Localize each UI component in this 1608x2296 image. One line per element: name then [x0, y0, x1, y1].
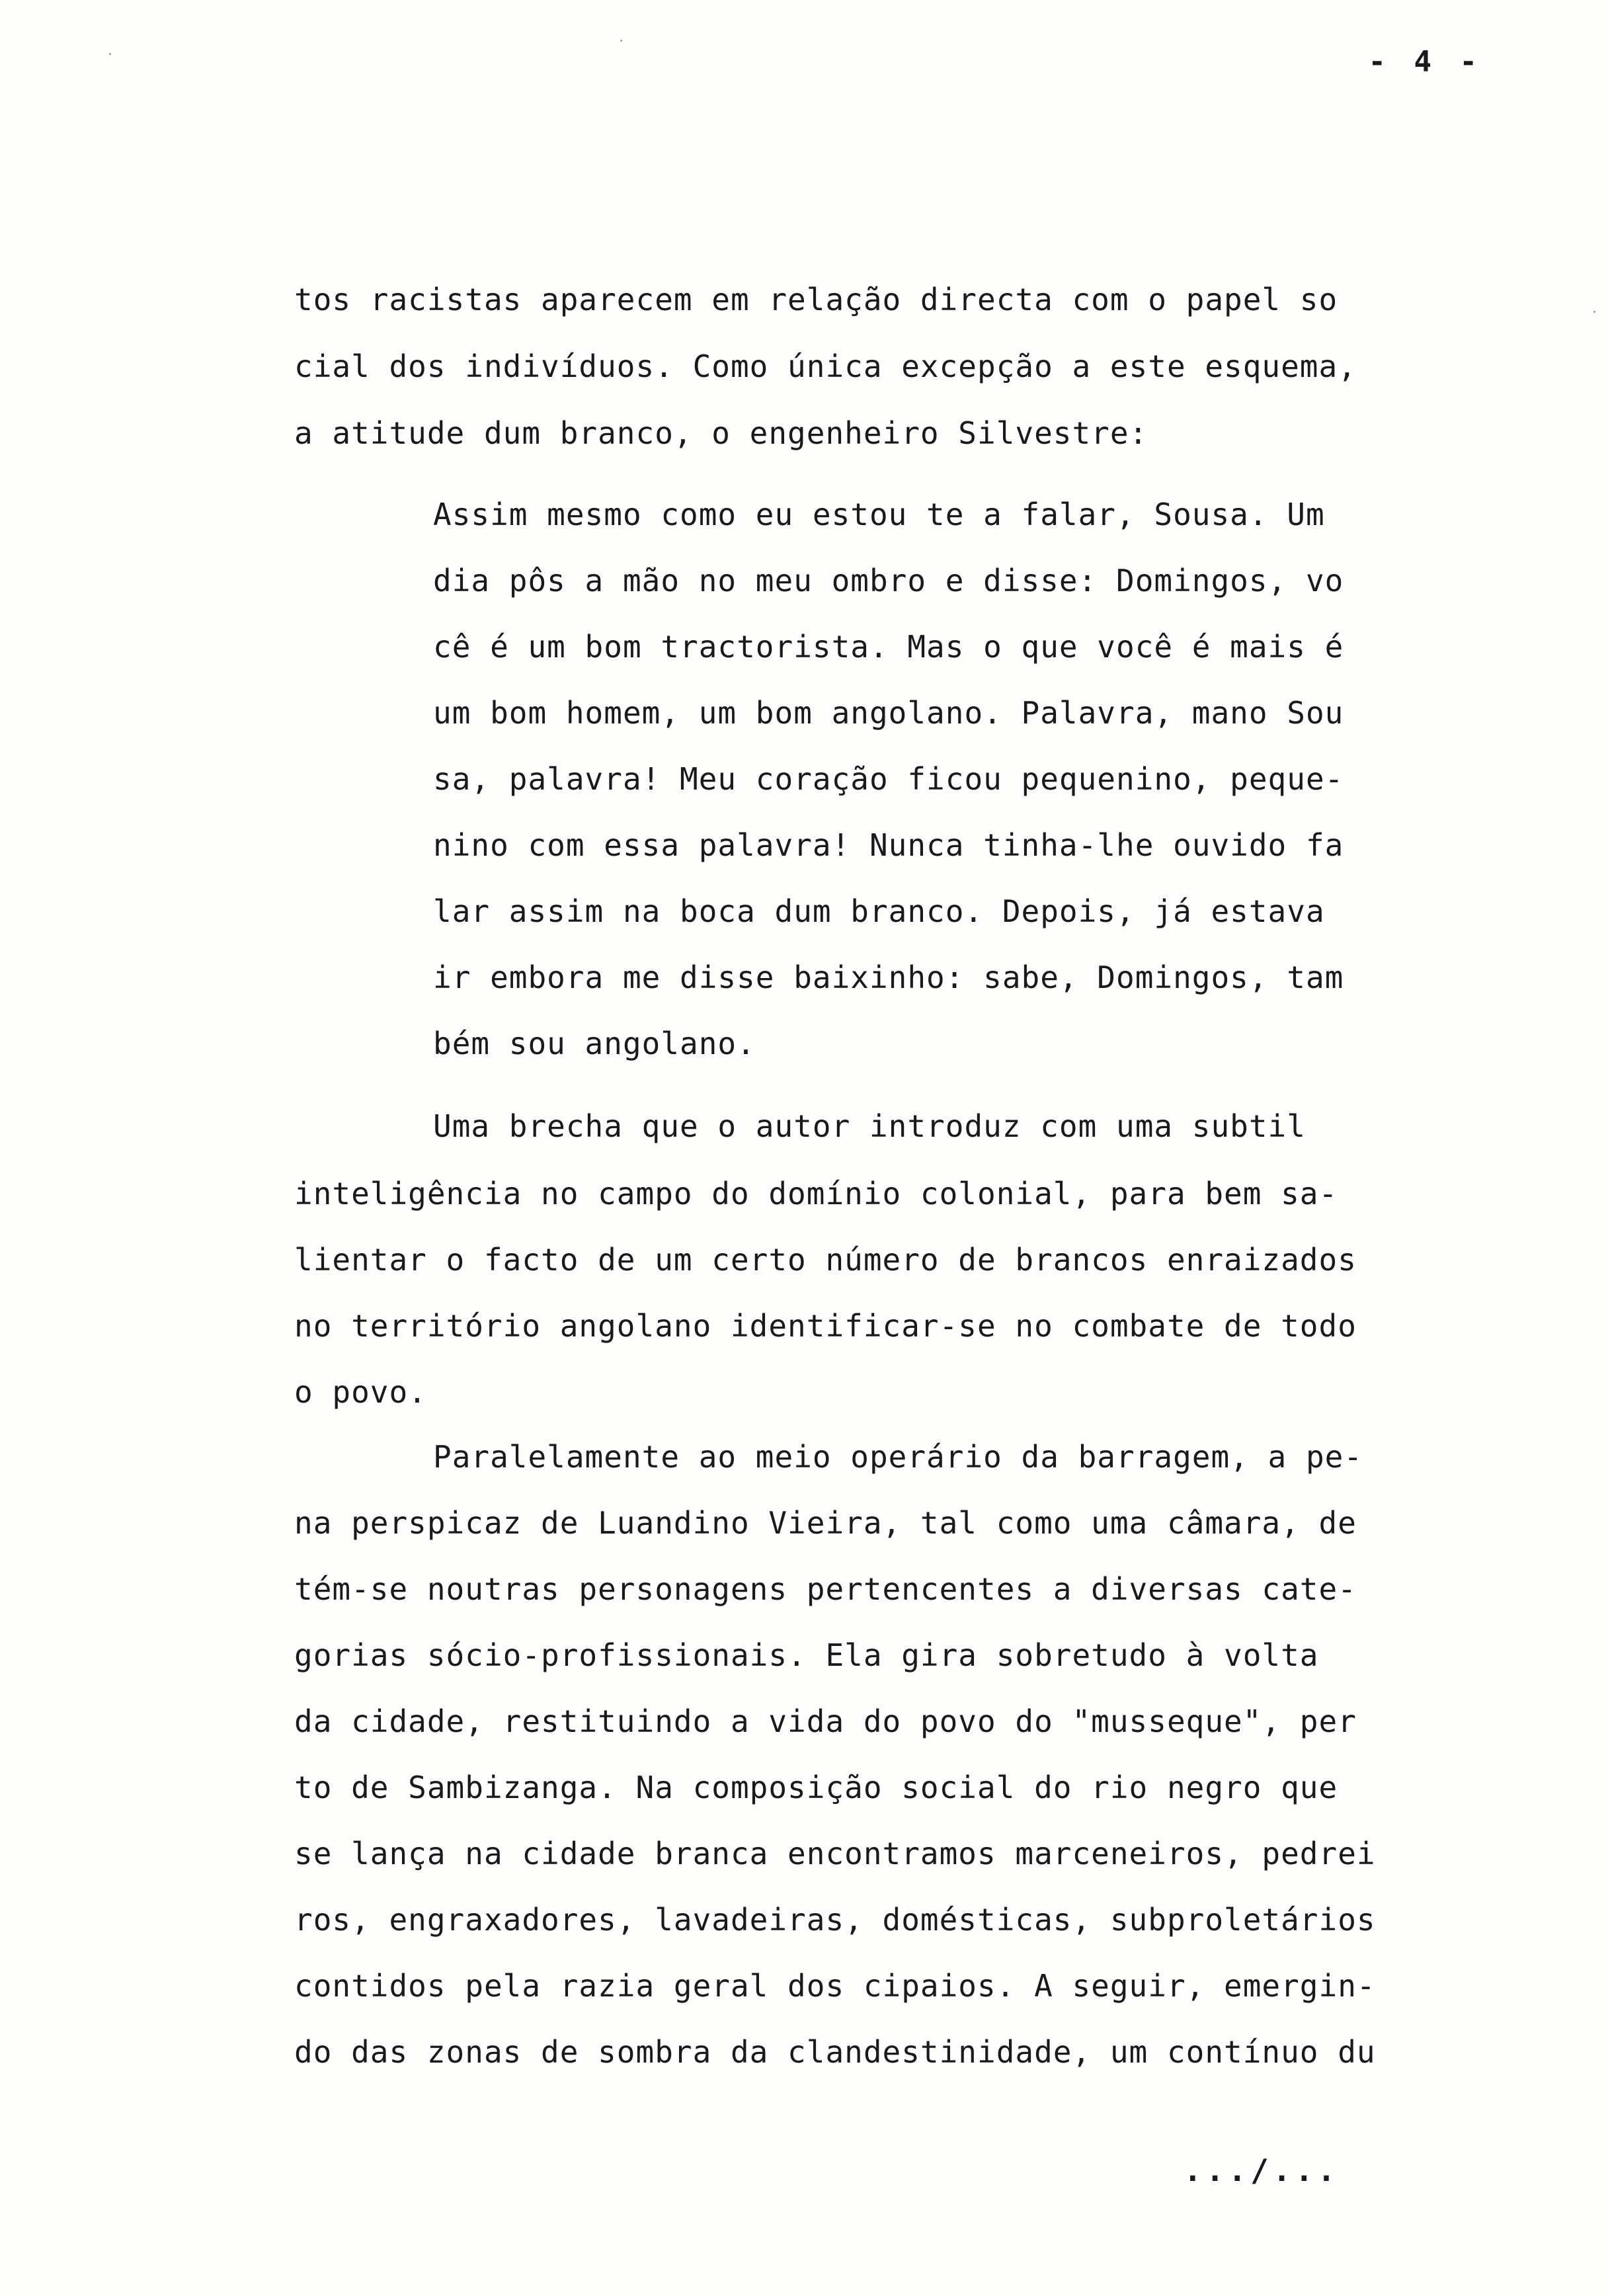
- paragraph-2-first-line: Uma brecha que o autor introduz com uma subtil: [433, 1108, 1306, 1144]
- paragraph-2-line-2: inteligência no campo do domínio colonial, para bem sa-: [294, 1176, 1338, 1211]
- paragraph-3-line-6: to de Sambizanga. Na composição social do rio negro que: [294, 1770, 1338, 1805]
- quote-line-8: ir embora me disse baixinho: sabe, Domingos, tam: [433, 960, 1344, 995]
- paragraph-3-line-4: gorias sócio-profissionais. Ela gira sobretudo à volta: [294, 1637, 1319, 1673]
- scan-speck: [620, 40, 622, 42]
- quote-line-5: sa, palavra! Meu coração ficou pequenino, peque-: [433, 761, 1344, 797]
- quote-line-1: Assim mesmo como eu estou te a falar, Sousa. Um: [433, 497, 1325, 532]
- paragraph-2-line-5: o povo.: [294, 1374, 427, 1410]
- page-number: - 4 -: [1368, 45, 1482, 79]
- quote-line-9: bém sou angolano.: [433, 1026, 756, 1061]
- paragraph-3-line-9: contidos pela razia geral dos cipaios. A seguir, emergin-: [294, 1968, 1376, 2004]
- paragraph-2-line-4: no território angolano identificar-se no combate de todo: [294, 1308, 1357, 1344]
- quote-line-6: nino com essa palavra! Nunca tinha-lhe ouvido fa: [433, 827, 1344, 863]
- paragraph-3-line-10: do das zonas de sombra da clandestinidade, um contínuo du: [294, 2034, 1376, 2070]
- quote-line-3: cê é um bom tractorista. Mas o que você é mais é: [433, 629, 1344, 665]
- paragraph-3-line-3: tém-se noutras personagens pertencentes a diversas cate-: [294, 1571, 1357, 1607]
- paragraph-3-line-2: na perspicaz de Luandino Vieira, tal como uma câmara, de: [294, 1505, 1357, 1541]
- paragraph-3-line-8: ros, engraxadores, lavadeiras, domésticas, subproletários: [294, 1902, 1376, 1938]
- paragraph-1-line-3: a atitude dum branco, o engenheiro Silvestre:: [294, 415, 1148, 451]
- paragraph-1-line-1: tos racistas aparecem em relação directa com o papel so: [294, 282, 1338, 317]
- paragraph-3-line-5: da cidade, restituindo a vida do povo do "musseque", per: [294, 1703, 1357, 1739]
- paragraph-2-line-3: lientar o facto de um certo número de brancos enraizados: [294, 1242, 1357, 1278]
- paragraph-1-line-2: cial dos indivíduos. Como única excepção a este esquema,: [294, 348, 1357, 384]
- scan-speck: [1593, 311, 1595, 313]
- continuation-mark: .../...: [1184, 2152, 1340, 2188]
- paragraph-3-line-7: se lança na cidade branca encontramos marceneiros, pedrei: [294, 1836, 1376, 1871]
- scan-speck: [109, 53, 111, 55]
- quote-line-7: lar assim na boca dum branco. Depois, já estava: [433, 893, 1325, 929]
- quote-line-2: dia pôs a mão no meu ombro e disse: Domingos, vo: [433, 563, 1344, 598]
- paragraph-3-first-line: Paralelamente ao meio operário da barragem, a pe-: [433, 1439, 1363, 1475]
- quote-line-4: um bom homem, um bom angolano. Palavra, mano Sou: [433, 695, 1344, 731]
